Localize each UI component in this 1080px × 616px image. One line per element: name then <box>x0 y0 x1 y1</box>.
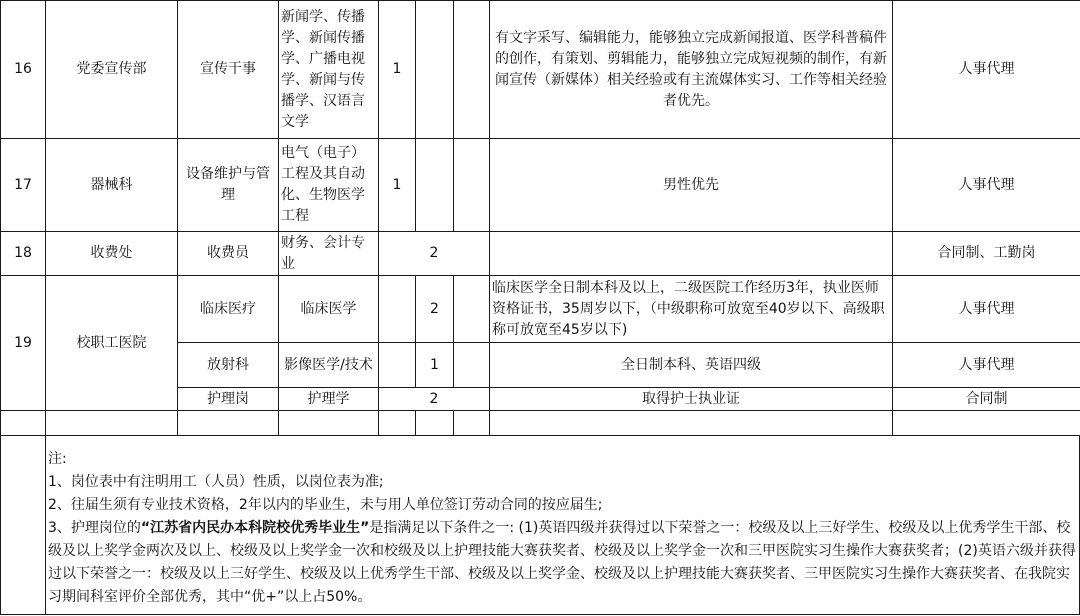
employment-type-cell[interactable]: 人事代理 <box>893 139 1080 232</box>
table-row <box>1 139 1080 232</box>
empty-cell[interactable] <box>416 1 454 139</box>
column-divider <box>45 436 46 614</box>
notes-section <box>0 436 1080 615</box>
table-row <box>1 232 1080 276</box>
note-item: 2、往届生须有专业技术资格，2年以内的毕业生，未与用人单位签订劳动合同的按应届生; <box>48 497 603 513</box>
notes-title: 注: <box>48 451 67 467</box>
note-item <box>48 517 1076 609</box>
employment-type-cell[interactable]: 合同制 <box>893 388 1080 411</box>
table-row <box>1 411 1080 436</box>
major-cell[interactable]: 临床医学 <box>279 276 379 343</box>
employment-type-cell[interactable]: 人事代理 <box>893 343 1080 388</box>
count-cell[interactable]: 2 <box>379 232 490 276</box>
major-cell[interactable]: 电气（电子）工程及其自动化、生物医学工程 <box>279 139 379 232</box>
empty-cell[interactable] <box>454 139 490 232</box>
empty-cell[interactable] <box>379 343 416 388</box>
employment-type-cell[interactable]: 合同制、工勤岗 <box>893 232 1080 276</box>
employment-type-cell[interactable]: 人事代理 <box>893 276 1080 343</box>
department-cell[interactable]: 校职工医院 <box>46 276 178 411</box>
requirement-cell[interactable]: 临床医学全日制本科及以上，二级医院工作经历3年，执业医师资格证书，35周岁以下，（中级职称可放宽至40岁以下、高级职称可放宽至45岁以下) <box>490 276 893 343</box>
row-number[interactable]: 18 <box>1 232 46 276</box>
empty-cell[interactable] <box>454 411 490 436</box>
empty-cell[interactable] <box>490 411 893 436</box>
major-cell[interactable]: 护理学 <box>279 388 379 411</box>
employment-type-cell[interactable]: 人事代理 <box>893 1 1080 139</box>
count-cell[interactable]: 1 <box>379 139 416 232</box>
empty-cell[interactable] <box>379 276 416 343</box>
table-row <box>1 276 1080 343</box>
count-cell[interactable]: 1 <box>379 1 416 139</box>
empty-cell[interactable] <box>454 343 490 388</box>
note-prefix: 3、护理岗位的 <box>48 520 141 536</box>
count-cell[interactable]: 2 <box>379 388 490 411</box>
empty-cell[interactable] <box>178 411 279 436</box>
post-cell[interactable]: 宣传干事 <box>178 1 279 139</box>
count-cell[interactable]: 2 <box>416 276 454 343</box>
table-row <box>1 1 1080 139</box>
count-cell[interactable]: 1 <box>416 343 454 388</box>
empty-cell[interactable] <box>454 276 490 343</box>
empty-cell[interactable] <box>279 411 379 436</box>
requirement-cell[interactable]: 全日制本科、英语四级 <box>490 343 893 388</box>
requirement-cell[interactable]: 男性优先 <box>490 139 893 232</box>
empty-cell[interactable] <box>379 411 416 436</box>
post-cell[interactable]: 收费员 <box>178 232 279 276</box>
notes-text[interactable] <box>48 448 1076 609</box>
requirement-cell[interactable] <box>490 232 893 276</box>
major-cell[interactable]: 财务、会计专业 <box>279 232 379 276</box>
major-cell[interactable]: 新闻学、传播学、新闻传播学、广播电视学、新闻与传播学、汉语言文学 <box>279 1 379 139</box>
empty-cell[interactable] <box>416 139 454 232</box>
department-cell[interactable]: 收费处 <box>46 232 178 276</box>
empty-cell[interactable] <box>416 411 454 436</box>
row-number[interactable]: 16 <box>1 1 46 139</box>
empty-cell[interactable] <box>893 411 1080 436</box>
note-highlight: “江苏省内民办本科院校优秀毕业生” <box>140 520 370 536</box>
department-cell[interactable]: 器械科 <box>46 139 178 232</box>
empty-cell[interactable] <box>1 411 46 436</box>
post-cell[interactable]: 临床医疗 <box>178 276 279 343</box>
note-item: 1、岗位表中有注明用工（人员）性质，以岗位表为准; <box>48 474 384 490</box>
post-cell[interactable]: 放射科 <box>178 343 279 388</box>
department-cell[interactable]: 党委宣传部 <box>46 1 178 139</box>
empty-cell[interactable] <box>46 411 178 436</box>
row-number[interactable]: 19 <box>1 276 46 411</box>
requirement-cell[interactable]: 取得护士执业证 <box>490 388 893 411</box>
empty-cell[interactable] <box>454 1 490 139</box>
requirement-cell[interactable]: 有文字采写、编辑能力，能够独立完成新闻报道、医学科普稿件的创作，有策划、剪辑能力，能够独立完成短视频的制作，有新闻宣传（新媒体）相关经验或有主流媒体实习、工作等相关经验者优先。 <box>490 1 893 139</box>
row-number[interactable]: 17 <box>1 139 46 232</box>
major-cell[interactable]: 影像医学/技术 <box>279 343 379 388</box>
note-body: 是指满足以下条件之一: (1)英语四级并获得过以下荣誉之一：校级及以上三好学生、校级及以上优秀学生干部、校级及以上奖学金两次及以上、校级及以上奖学金一次和校级及以上护理技能大赛获奖者、校级及以上奖学金一次和三甲医院实习生操作大赛获奖者；(2)英语六级并获得过以下荣誉之一：校级及以上三好学生、校级及以上优秀学生干部、校级及以上奖学金、校级及以上护理技能大赛获奖者、三甲医院实习生操作大赛获奖者、在我院实习期间科室评价全部优秀，其中“优+”以上占50%。 <box>48 520 1076 605</box>
post-cell[interactable]: 设备维护与管理 <box>178 139 279 232</box>
post-cell[interactable]: 护理岗 <box>178 388 279 411</box>
